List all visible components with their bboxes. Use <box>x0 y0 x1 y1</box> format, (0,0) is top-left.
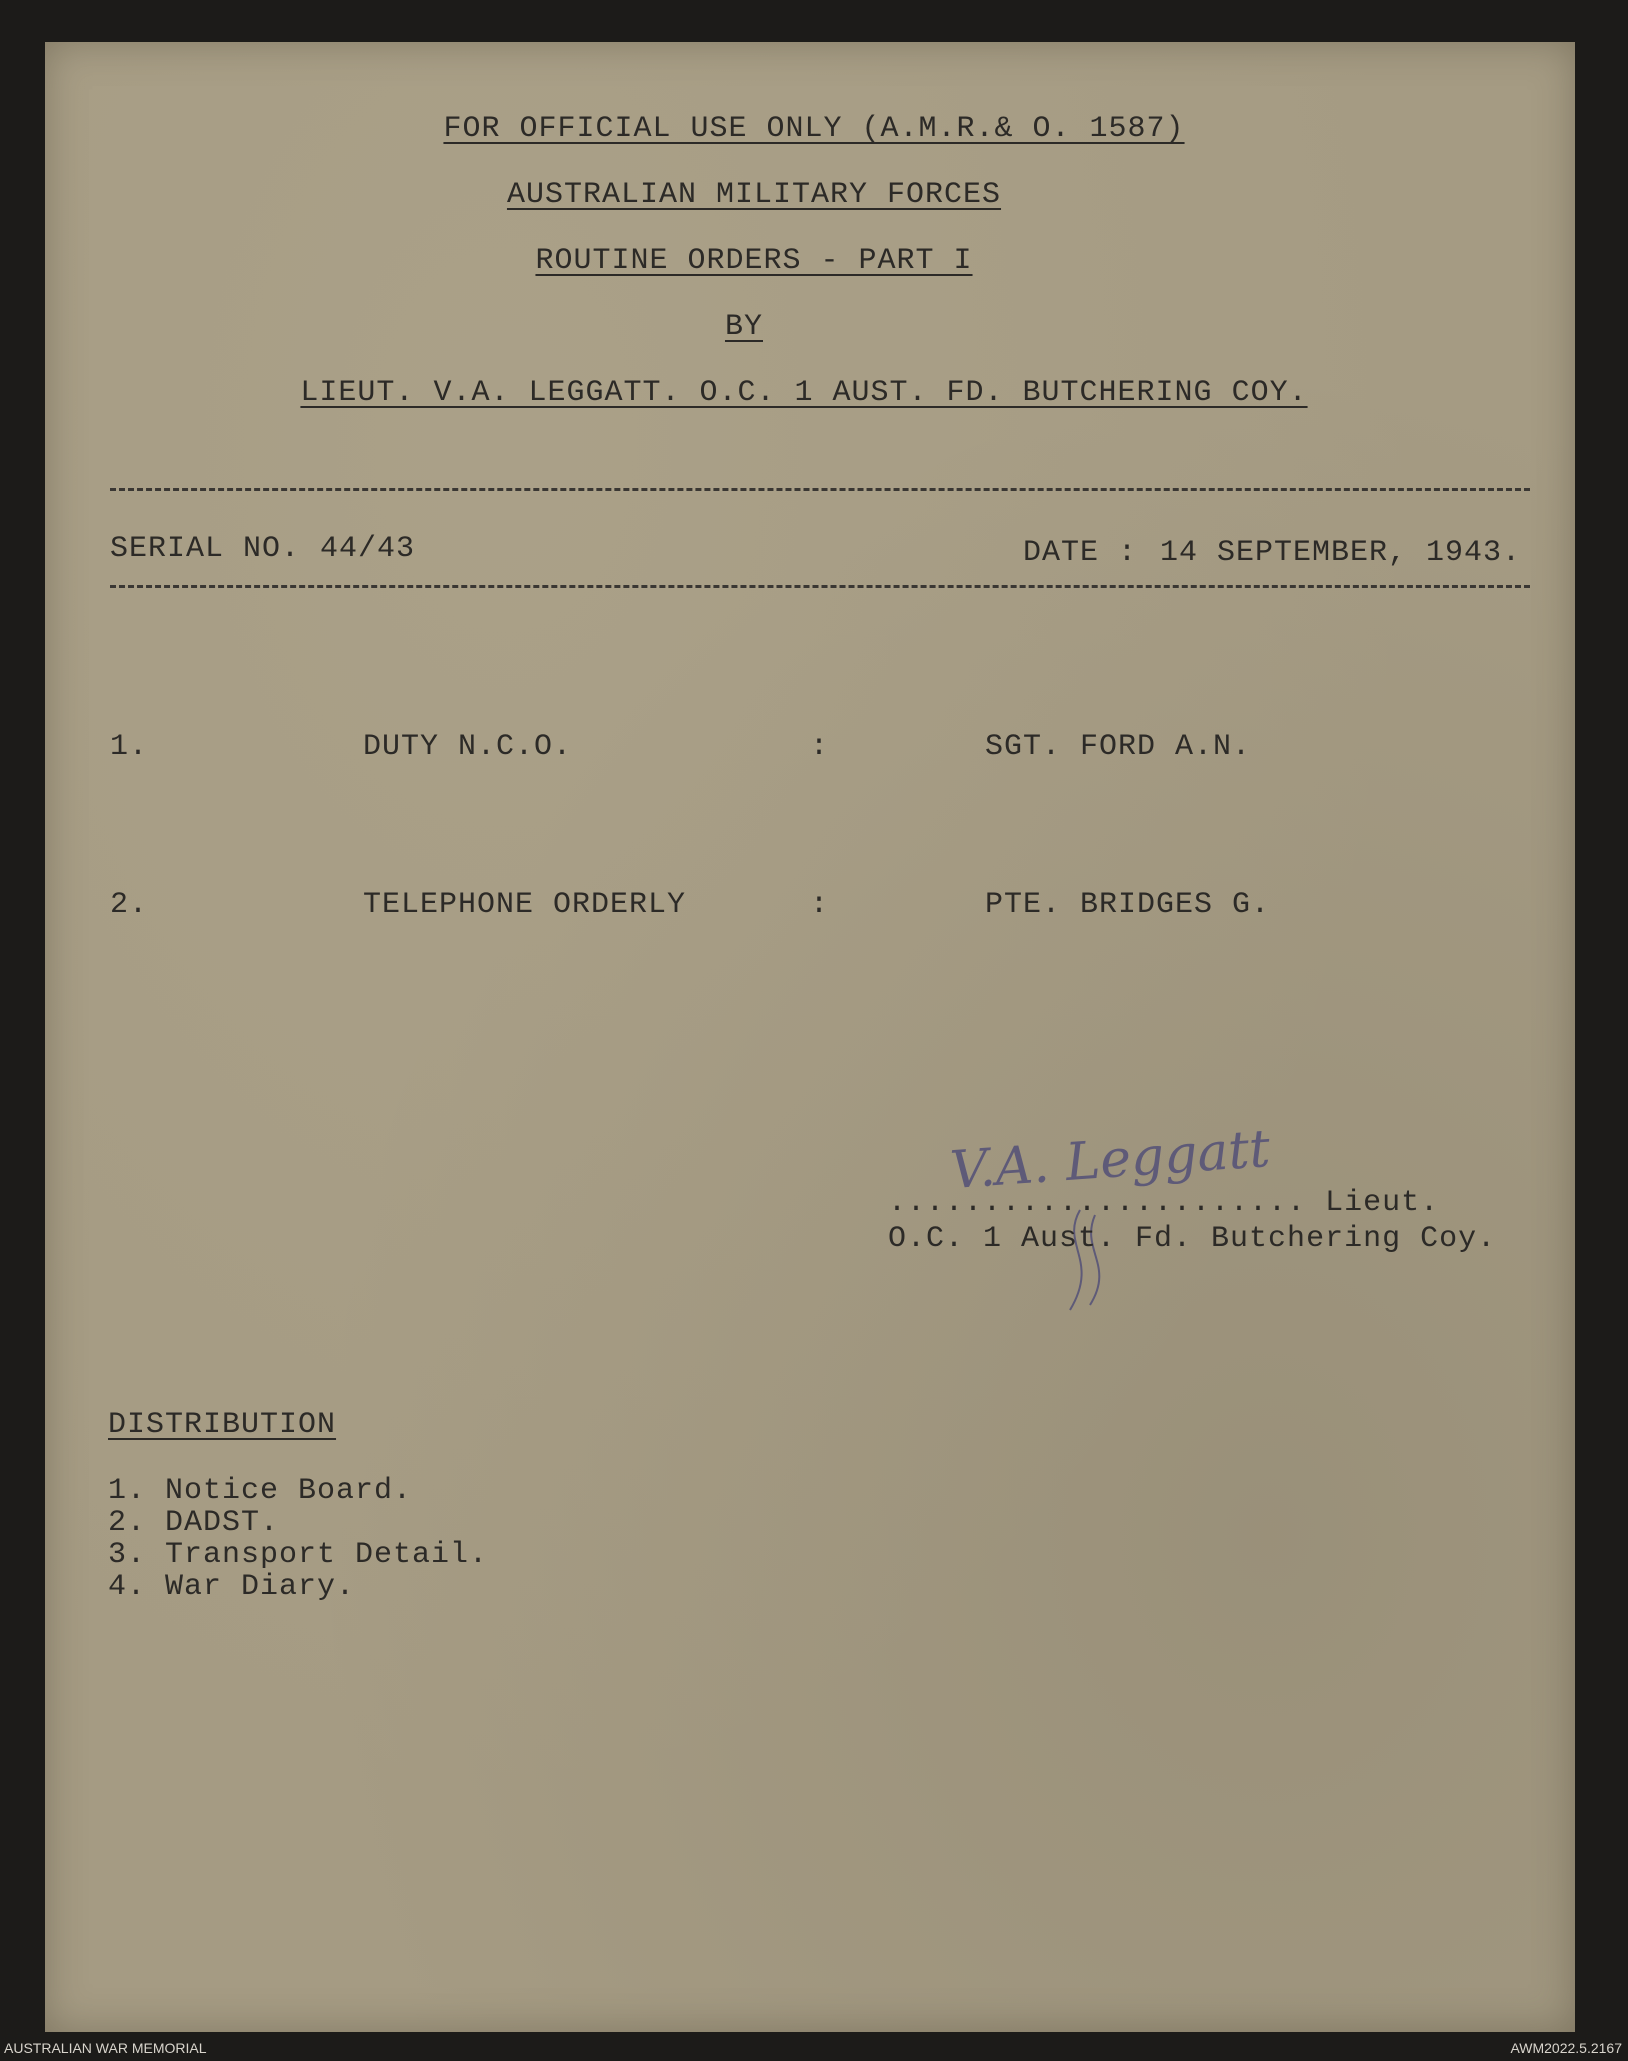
distribution-item: 3. Transport Detail. <box>108 1538 489 1572</box>
handwritten-signature: V.A. Leggatt <box>948 1118 1272 1202</box>
signature-line: ...................... Lieut. <box>888 1186 1440 1220</box>
order-assignee: SGT. FORD A.N. <box>985 730 1252 764</box>
order-separator: : <box>810 888 830 922</box>
header-forces: AUSTRALIAN MILITARY FORCES <box>506 178 1002 212</box>
distribution-heading: DISTRIBUTION <box>108 1408 337 1442</box>
signature-title: O.C. 1 Aust. Fd. Butchering Coy. <box>888 1222 1497 1256</box>
footer-accession-number: AWM2022.5.2167 <box>1510 2040 1622 2056</box>
serial-number: 44/43 <box>320 532 416 566</box>
serial-label: SERIAL NO. <box>110 532 301 566</box>
top-dashed-rule <box>110 488 1530 491</box>
order-number: 2. <box>110 888 149 922</box>
distribution-item: 2. DADST. <box>108 1506 280 1540</box>
distribution-item: 1. Notice Board. <box>108 1474 413 1508</box>
header-routine-orders: ROUTINE ORDERS - PART I <box>535 244 973 278</box>
header-official-use: FOR OFFICIAL USE ONLY (A.M.R.& O. 1587) <box>443 112 1185 146</box>
order-title: TELEPHONE ORDERLY <box>363 888 687 922</box>
distribution-item: 4. War Diary. <box>108 1570 356 1604</box>
header-issuer: LIEUT. V.A. LEGGATT. O.C. 1 AUST. FD. BUTCHERING COY. <box>300 376 1308 410</box>
order-number: 1. <box>110 730 149 764</box>
order-title: DUTY N.C.O. <box>363 730 573 764</box>
date-value: 14 SEPTEMBER, 1943. <box>1160 536 1522 570</box>
order-assignee: PTE. BRIDGES G. <box>985 888 1271 922</box>
order-separator: : <box>810 730 830 764</box>
bottom-dashed-rule <box>110 585 1530 588</box>
header-by: BY <box>724 310 763 344</box>
date-label: DATE : <box>1023 536 1138 570</box>
footer-institution: AUSTRALIAN WAR MEMORIAL <box>4 2040 207 2056</box>
